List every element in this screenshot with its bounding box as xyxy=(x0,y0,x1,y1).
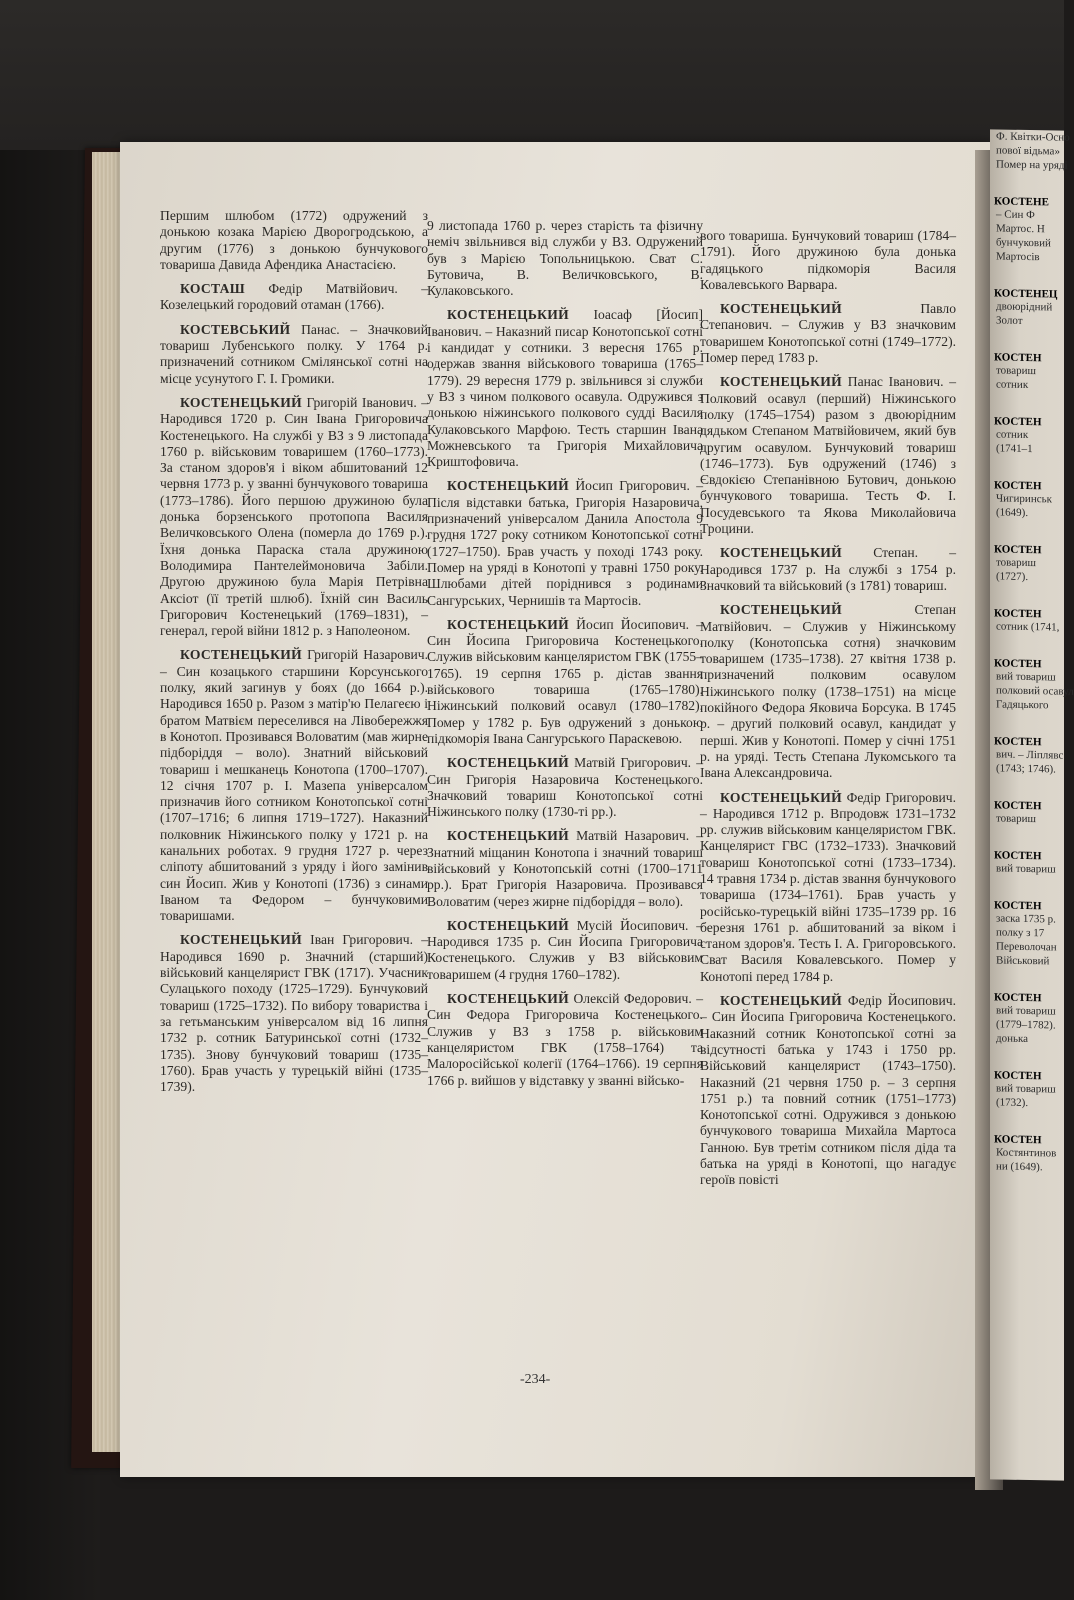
facing-page-line: товариш xyxy=(996,556,1036,570)
entry-text: Панас Іванович. – Полковий осавул (перший) Ніжинського полку (1745–1754) разом з двоюрідним дядьком Степаном Матвійовичем, який був другим осавулом. Бунчуковий товариш (1746–1773). Був одружений (1746) з Євдокією Степанівною Бутович, донькою бунчукового товариша. Тесть Ф. І. Посудевського та Якова Миколайовича Троцини. xyxy=(700,374,956,537)
facing-page-line: КОСТЕН xyxy=(994,657,1042,671)
entry-text: Панас. – Значковий товариш Лубенського полку. У 1764 р. призначений сотником Смілянської сотні на місце усунутого Г. І. Громики. xyxy=(160,321,428,386)
entry-surname: КОСТЕНЕЦЬКИЙ xyxy=(447,917,570,933)
dictionary-entry xyxy=(160,208,428,273)
entry-text: Мусій Йосипович. – Народився 1735 р. Син Йосипа Григоровича Костенецького. Служив у ВЗ військовим товаришем (4 грудня 1760–1782). xyxy=(427,917,703,982)
facing-page-line: Військовий xyxy=(996,954,1050,968)
facing-page-line: сотник (1741, xyxy=(996,620,1060,634)
dictionary-entry xyxy=(427,755,703,820)
facing-page-line: двоюрідний xyxy=(996,300,1053,314)
dictionary-entry xyxy=(427,218,703,299)
dictionary-entry xyxy=(160,395,428,639)
dictionary-entry xyxy=(160,281,428,314)
entry-text: вого товариша. Бунчуковий товариш (1784–1791). Його дружиною була донька гадяцького підкоморія Василя Ковалевського Варвара. xyxy=(700,228,956,292)
facing-page-line: КОСТЕНЕЦ xyxy=(994,287,1058,301)
facing-page-line: Ф. Квітки-Осно xyxy=(996,130,1070,144)
entry-text: Федір Матвійович. – Козелецький городовий отаман (1766). xyxy=(160,281,428,313)
entry-text: Павло Степанович. – Служив у ВЗ значковим товаришем Конотопської сотні (1749–1772). Помер перед 1783 р. xyxy=(700,301,956,366)
facing-page-line: КОСТЕН xyxy=(994,1069,1042,1083)
facing-page-line: сотник xyxy=(996,428,1029,442)
facing-page-line: КОСТЕН xyxy=(994,899,1042,913)
facing-page-line: Мартосів xyxy=(996,250,1040,264)
facing-page-line: полку з 17 xyxy=(996,926,1045,940)
facing-page-line: КОСТЕН xyxy=(994,543,1042,557)
entry-text: Йосип Йосипович. – Син Йосипа Григоровича Костенецького. Служив військовим канцеляристом ГВК (1755–1765). 19 серпня 1765 р. дістав звання військового товариша (1765–1780). Ніжинський полковий осавул (1780–1782). Помер у 1782 р. Був одружений з донькою підкоморія Івана Сангурського Параскевою. xyxy=(427,616,703,746)
dictionary-entry xyxy=(700,374,956,537)
entry-surname: КОСТЕНЕЦЬКИЙ xyxy=(447,307,570,323)
dictionary-entry xyxy=(700,602,956,781)
facing-page-line: – Син Ф xyxy=(996,208,1035,222)
facing-page-line: товариш xyxy=(996,812,1036,826)
facing-page-line: (1727). xyxy=(996,570,1029,584)
facing-page-line: Помер на уряді xyxy=(996,158,1068,172)
entry-surname: КОСТЕНЕЦЬКИЙ xyxy=(180,647,303,663)
facing-page-line: (1741–1 xyxy=(996,442,1033,456)
facing-page-line: вий товариш xyxy=(996,670,1056,684)
right-page xyxy=(990,129,1074,1480)
dictionary-entry xyxy=(427,991,703,1089)
entry-text: Федір Йосипович. – Син Йосипа Григоровича Костенецького. Наказний сотник Конотопської сотні за відсутності батька у 1743 і 1750 рр. Військовий канцелярист (1743–1750). Наказний (21 червня 1750 р. – 3 серпня 1751 р.) та повний сотник (1751–1773) Конотопської сотні. Одружився з донькою бунчукового товариша Михайла Мартоса Ганною. Був третім сотником після діда та батька на уряді в Конотопі, що нагадує героїв повісті xyxy=(700,993,956,1188)
entry-text: Матвій Назарович. – Знатний міщанин Конотопа і значний товариш військовий у Конотопській сотні (1700–1711 рр.). Брат Григорія Назаровича. Прозивався Воловатим (через жирне підборіддя – воло). xyxy=(427,828,703,909)
entry-surname: КОСТЕНЕЦЬКИЙ xyxy=(180,394,303,410)
facing-page-line: Переволочан xyxy=(996,940,1057,954)
dictionary-entry xyxy=(427,478,703,608)
entry-text: Першим шлюбом (1772) одружений з донькою козака Марією Дворогродською, а другим (1776) з донькою бунчукового товариша Давида Афендика Анастасією. xyxy=(160,208,428,272)
facing-page-line: вий товариш xyxy=(996,1004,1056,1018)
facing-page-line: (1779–1782). xyxy=(996,1018,1056,1032)
facing-page-line: вий товариш xyxy=(996,862,1056,876)
facing-page-line: Мартос. Н xyxy=(996,222,1045,236)
facing-page-line: КОСТЕН xyxy=(994,607,1042,621)
facing-page-line: полковий осавул xyxy=(996,684,1074,698)
entry-text: Іван Григорович. – Народився 1690 р. Значний (старший) військовий канцелярист ГВК (1717). Учасник Сулацького походу (1725–1729). Бунчуковий товариш (1725–1732). По вибору товариства і за гетьманським універсалом від 16 липня 1732 р. сотник Батуринської сотні (1732–1735). Знову бунчуковий товариш (1735–1760). Брав участь у турецькій війні (1735–1739). xyxy=(160,932,428,1095)
entry-text: Григорій Іванович. – Народився 1720 р. Син Івана Григоровича Костенецького. На службі у ВЗ з 9 листопада 1760 р. військовим товаришем (1760–1773). За станом здоров'я і віком абшитований 12 червня 1773 р. у званні бунчукового товариша (1773–1786). Його першою дружиною була донька борзенського протопопа Василя Величковського Олена (померла до 1769 р.). Їхня донька Параска стала дружиною Володимира Пантелеймоновича Забіли. Другою дружиною була Марія Петрівна Аксіот (її третій шлюб). Їхній син Василь Григорович Костенецький (1769–1831), – генерал, герой війни 1812 р. з Наполеоном. xyxy=(160,394,428,639)
dictionary-entry xyxy=(160,647,428,924)
facing-page-line: пової відьма» xyxy=(996,144,1060,158)
facing-page-line: КОСТЕН xyxy=(994,799,1042,813)
entry-text: 9 листопада 1760 р. через старість та фізичну неміч звільнився від служби у ВЗ. Одружений був з Марією Топольницькою. Сват С. Бутовича, В. Величковського, В. Кулаковського. xyxy=(427,218,703,299)
entry-text: Олексій Федорович. – Син Федора Григоровича Костенецького. Служив у ВЗ з 1758 р. військовим канцеляристом ГВК (1758–1764) та Малоросійської колегії (1764–1766). 19 серпня 1766 р. вийшов у відставку у званні військо- xyxy=(427,991,703,1088)
facing-page-line: КОСТЕН xyxy=(994,1133,1042,1147)
facing-page-line: КОСТЕН xyxy=(994,351,1042,365)
facing-page-line: КОСТЕНЕ xyxy=(994,195,1049,209)
entry-surname: КОСТЕНЕЦЬКИЙ xyxy=(720,301,843,317)
facing-page-line: Чигиринськ xyxy=(996,492,1052,506)
dictionary-entry xyxy=(700,228,956,293)
column-1 xyxy=(160,208,428,1103)
facing-page-line: товариш xyxy=(996,364,1036,378)
entry-text: Матвій Григорович. – Син Григорія Назаровича Костенецького. Значковий товариш Конотопської сотні Ніжинського полку (1730-ті рр.). xyxy=(427,755,703,820)
entry-text: Степан Матвійович. – Служив у Ніжинському полку (Конотопська сотня) значковим товаришем (1735–1738). 27 квітня 1738 р. призначений полковим осавулом Ніжинського полку (1738–1751) на місце покійного Федора Яковича Борсука. В 1745 р. – другий полковий осавул, кандидат у перші. Жив у Конотопі. Помер у січні 1751 р. на уряді. Тесть Степана Лукомського та Івана Александровича. xyxy=(700,602,956,781)
entry-text: Йосип Григорович. – Після відставки батька, Григорія Назаровича, призначений універсалом Данила Апостола 9 грудня 1727 року сотником Конотопської сотні (1727–1750). Брав участь у поході 1743 року. Помер на уряді в Конотопі у травні 1750 року. Шлюбами дітей поріднився з родинами Сангурських, Чернишів та Мартосів. xyxy=(427,478,703,608)
facing-page-line: заска 1735 р. xyxy=(996,912,1056,926)
entry-surname: КОСТЕНЕЦЬКИЙ xyxy=(447,991,570,1007)
column-2 xyxy=(427,218,703,1097)
facing-page-line: (1649). xyxy=(996,506,1029,520)
dictionary-entry xyxy=(160,932,428,1095)
facing-page-line: КОСТЕН xyxy=(994,415,1042,429)
entry-surname: КОСТЕНЕЦЬКИЙ xyxy=(720,545,843,561)
facing-page-line: донька xyxy=(996,1032,1029,1046)
entry-surname: КОСТАШ xyxy=(180,281,246,297)
dictionary-entry xyxy=(700,545,956,594)
column-3 xyxy=(700,228,956,1197)
entry-surname: КОСТЕНЕЦЬКИЙ xyxy=(447,478,570,494)
dictionary-entry xyxy=(160,322,428,387)
dictionary-entry xyxy=(700,301,956,366)
entry-surname: КОСТЕНЕЦЬКИЙ xyxy=(720,993,843,1009)
entry-surname: КОСТЕНЕЦЬКИЙ xyxy=(447,616,570,632)
facing-page-line: сотник xyxy=(996,378,1029,392)
entry-surname: КОСТЕНЕЦЬКИЙ xyxy=(447,828,570,844)
entry-surname: КОСТЕНЕЦЬКИЙ xyxy=(720,374,843,390)
dictionary-entry xyxy=(427,617,703,747)
facing-page-line: КОСТЕН xyxy=(994,991,1042,1005)
dictionary-entry xyxy=(427,828,703,909)
facing-page-line: КОСТЕН xyxy=(994,849,1042,863)
facing-page-line: вич. – Ліплявс xyxy=(996,748,1064,762)
facing-page-line: Костянтинов xyxy=(996,1146,1057,1160)
entry-surname: КОСТЕНЕЦЬКИЙ xyxy=(180,932,303,948)
facing-page-line: бунчуковий xyxy=(996,236,1051,250)
entry-text: Степан. – Народився 1737 р. На службі з 1754 р. Значковий та військовий (з 1781) товариш. xyxy=(700,545,956,593)
facing-page-line: КОСТЕН xyxy=(994,735,1042,749)
facing-page-line: КОСТЕН xyxy=(994,479,1042,493)
facing-page-line: (1732). xyxy=(996,1096,1029,1110)
entry-surname: КОСТЕВСЬКИЙ xyxy=(180,321,291,337)
page-number: -234- xyxy=(520,1372,551,1387)
facing-page-line: (1743; 1746). xyxy=(996,762,1056,776)
dictionary-entry xyxy=(427,918,703,983)
facing-page-line: ни (1649). xyxy=(996,1160,1043,1174)
entry-text: Федір Григорович. – Народився 1712 р. Впродовж 1731–1732 рр. служив військовим канцеляристом ГВК. Канцелярист ГВС (1732–1733). Значковий товариш Конотопської сотні (1733–1734). 14 травня 1734 р. дістав звання бунчукового товариша (1734–1761). Брав участь у російсько-турецькій війні 1735–1739 рр. 16 березня 1761 р. абшитований за віком і станом здоров'я. Тесть І. А. Григоровського. Сват Василя Ковалевського. Помер у Конотопі перед 1784 р. xyxy=(700,789,956,984)
entry-surname: КОСТЕНЕЦЬКИЙ xyxy=(447,755,570,771)
facing-page-line: Гадяцького xyxy=(996,698,1049,712)
dictionary-entry xyxy=(700,993,956,1189)
dictionary-entry xyxy=(427,307,703,470)
facing-page-line: вий товариш xyxy=(996,1082,1056,1096)
entry-text: Григорій Назарович. – Син козацького старшини Корсунського полку, який загинув у боях (до 1664 р.). Народився 1650 р. Разом з матір'ю Пелагеєю і братом Матвієм переселився на Лівобережжя в Конотоп. Прозивався Воловатим (мав жирне підборіддя – воло). Знатний військовий товариш і мешканець Конотопа (1700–1707). 12 січня 1707 р. І. Мазепа універсалом призначив його сотником Конотопської сотні (1707–1716; 6 липня 1719–1727). Наказний полковник Ніжинського полку у 1721 р. на канальних роботах. 9 грудня 1727 р. через сліпоту абшитований з уряду і його замінив син Йосип. Жив у Конотопі (1736) з синами Іваном та Федором – бунчуковими товаришами. xyxy=(160,647,428,924)
dictionary-entry xyxy=(700,790,956,986)
facing-page-line: Золот xyxy=(996,314,1023,327)
entry-surname: КОСТЕНЕЦЬКИЙ xyxy=(720,602,843,618)
entry-text: Іоасаф [Йосип] Іванович. – Наказний писар Конотопської сотні і кандидат у сотники. 3 вересня 1765 р. одержав звання військового товариша (1765–1779). 29 вересня 1779 р. звільнився зі служби у ВЗ з чином полкового осавула. Одружився з донькою ніжинського полкового судді Василя Кулаковського Марфою. Тесть старшин Івана Можневського та Григорія Михайловича Криштофовича. xyxy=(427,307,703,470)
entry-surname: КОСТЕНЕЦЬКИЙ xyxy=(720,789,843,805)
